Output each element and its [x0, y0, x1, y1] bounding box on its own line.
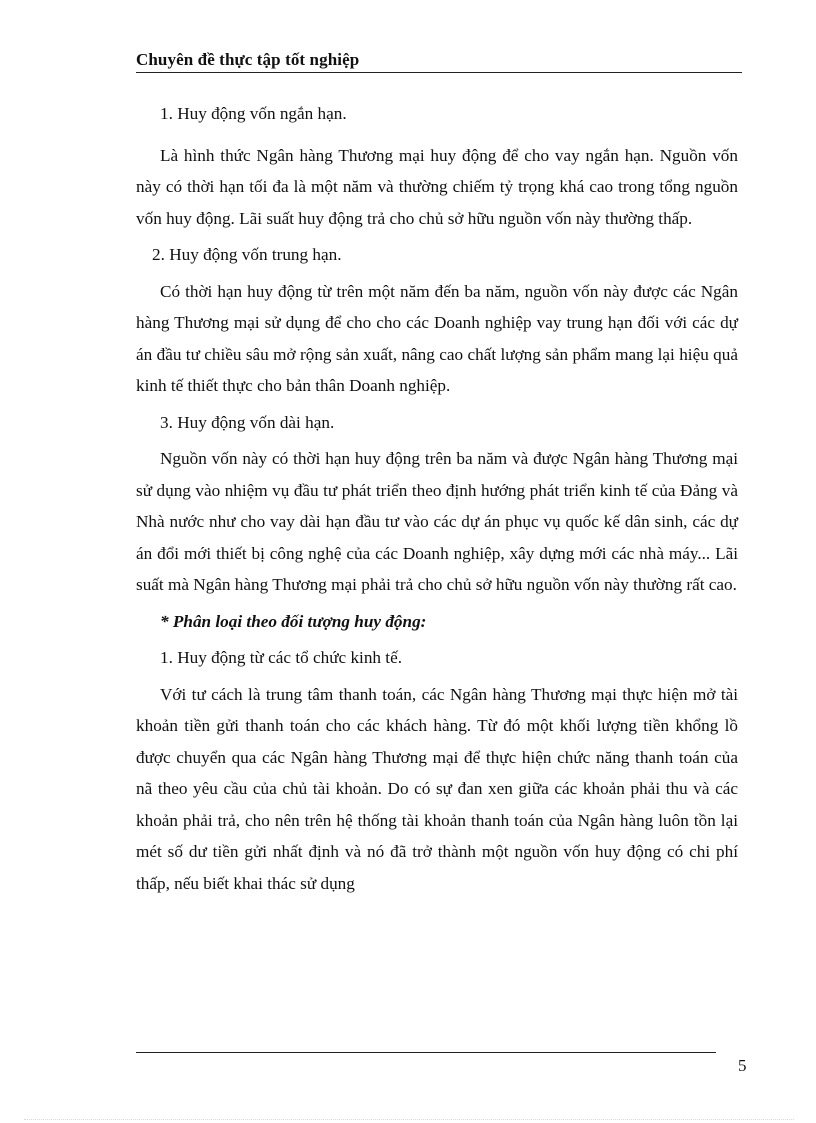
paragraph-medium-term: Có thời hạn huy động từ trên một năm đến ba năm, nguồn vốn này được các Ngân hàng Thương mại sử dụng để cho cho các Doanh nghiệp vay trung hạn đối với các dự án đầu tư chiều sâu mở rộng sản xuất, nâng cao chất lượng sản phẩm mang lại hiệu quả kinh tế thiết thực cho bản thân Doanh nghiệp. — [136, 281, 738, 395]
heading-long-term: 3. Huy động vốn dài hạn. — [160, 412, 335, 432]
section-heading: * Phân loại theo đối tượng huy động: — [160, 611, 427, 631]
header-title: Chuyên đề thực tập tốt nghiệp — [136, 50, 360, 69]
paragraph-long-term: Nguồn vốn này có thời hạn huy động trên ba năm và được Ngân hàng Thương mại sử dụng vào nhiệm vụ đầu tư phát triển theo định hướng phát triển kinh tế của Đảng và Nhà nước như cho vay dài hạn đầu tư vào các dự án phục vụ quốc kế dân sinh, các dự án đổi mới thiết bị công nghệ của các Doanh nghiệp, xây dựng mới các nhà máy... Lãi suất mà Ngân hàng Thương mại phải trả cho chủ sở hữu nguồn vốn này thường rất cao. — [136, 449, 738, 594]
paragraph-short-term: Là hình thức Ngân hàng Thương mại huy động để cho vay ngắn hạn. Nguồn vốn này có thời hạn tối đa là một năm và thường chiếm tỷ trọng khá cao trong tổng nguồn vốn huy động. Lãi suất huy động trả cho chủ sở hữu nguồn vốn này thường thấp. — [136, 145, 738, 228]
heading-medium-term: 2. Huy động vốn trung hạn. — [152, 245, 342, 264]
page-edge-dotted-line — [24, 1119, 794, 1120]
heading-economic-orgs: 1. Huy động từ các tổ chức kinh tế. — [160, 648, 403, 667]
page-number: 5 — [738, 1056, 747, 1075]
heading-short-term: 1. Huy động vốn ngắn hạn. — [160, 104, 347, 123]
page-header — [136, 46, 742, 73]
footer-divider — [136, 1052, 716, 1053]
page-content — [136, 98, 738, 904]
paragraph-economic-orgs: Với tư cách là trung tâm thanh toán, các Ngân hàng Thương mại thực hiện mở tài khoản tiền gửi thanh toán cho các khách hàng. Từ đó một khối lượng tiền khổng lồ được chuyển qua các Ngân hàng Thương mại để thực hiện chức năng thanh toán của nã theo yêu cầu của chủ tài khoản. Do có sự đan xen giữa các khoản phải thu và các khoản phải trả, cho nên trên hệ thống tài khoản thanh toán của Ngân hàng luôn tồn lại mét số dư tiền gửi nhất định và nó đã trở thành một nguồn vốn huy động có chi phí thấp, nếu biết khai thác sử dụng — [136, 684, 738, 893]
